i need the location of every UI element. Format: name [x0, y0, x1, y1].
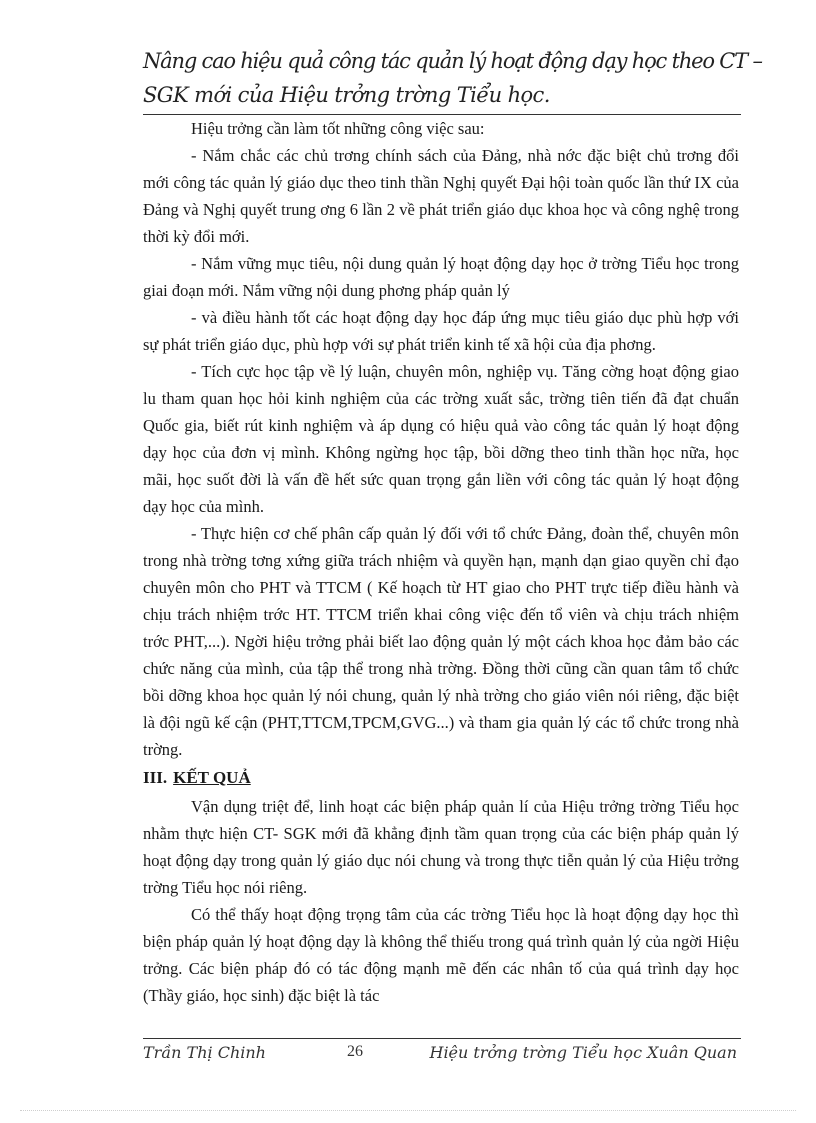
page-footer: [143, 1038, 741, 1062]
paragraph-management: - và điều hành tốt các hoạt động dạy học đáp ứng mục tiêu giáo dục phù hợp với sự phát triển giáo dục, phù hợp với sự phát triển kinh tế xã hội của địa phơng.: [143, 308, 739, 354]
paragraph-results-1: Vận dụng triệt để, linh hoạt các biện pháp quản lí của Hiệu trởng trờng Tiểu học nhằm thực hiện CT- SGK mới đã khẳng định tầm quan trọng của các biện pháp quản lý hoạt động dạy trong quản lý giáo dục nói chung và trong thực tiễn quản lý của Hiệu trởng trờng Tiểu học nói riêng.: [143, 797, 739, 897]
footer-author: Trần Thị Chinh: [143, 1043, 266, 1062]
paragraph-decentralization: - Thực hiện cơ chế phân cấp quản lý đối với tổ chức Đảng, đoàn thể, chuyên môn trong nhà trờng tơng xứng giữa trách nhiệm và quyền hạn, mạnh dạn giao quyền chỉ đạo chuyên môn cho PHT và TTCM ( Kế hoạch từ HT giao cho PHT trực tiếp điều hành và chịu trách nhiệm trớc HT. TTCM triển khai công việc đến tổ viên và chịu trách nhiệm trớc PHT,...). Ngời hiệu trởng phải biết lao động quản lý một cách khoa học đảm bảo các chức năng của mình, của tập thể trong nhà trờng. Đồng thời cũng cần quan tâm tổ chức bồi dỡng khoa học quản lý nói chung, quản lý nhà trờng cho giáo viên nói riêng, đặc biệt là đội ngũ kế cận (PHT,TTCM,TPCM,GVG...) và tham gia quản lý các tổ chức trong nhà trờng.: [143, 524, 739, 759]
paragraph-policy: - Nắm chắc các chủ trơng chính sách của Đảng, nhà nớc đặc biệt chủ trơng đổi mới công tác quản lý giáo dục theo tinh thần Nghị quyết Đại hội toàn quốc lần thứ IX của Đảng và Nghị quyết trung ơng 6 lần 2 về phát triển giáo dục khoa học và công nghệ trong thời kỳ đổi mới.: [143, 146, 739, 246]
section-title: KẾT QUẢ: [173, 768, 251, 787]
paragraph-intro: Hiệu trởng cần làm tốt những công việc sau:: [191, 119, 485, 138]
section-number: III.: [143, 768, 168, 787]
paragraph-results-2: Có thể thấy hoạt động trọng tâm của các trờng Tiểu học là hoạt động dạy học thì biện pháp quản lý hoạt động dạy là không thể thiếu trong quá trình quản lý của ngời Hiệu trởng. Các biện pháp đó có tác động mạnh mẽ đến các nhân tố của quá trình dạy học (Thầy giáo, học sinh) đặc biệt là tác: [143, 905, 739, 1005]
paragraph-learning: - Tích cực học tập về lý luận, chuyên môn, nghiệp vụ. Tăng cờng hoạt động giao lu tham quan học hỏi kinh nghiệm của các trờng xuất sắc, trờng tiên tiến đã đạt chuẩn Quốc gia, biết rút kinh nghiệm và áp dụng có hiệu quả vào công tác quản lý hoạt động dạy học của đơn vị mình. Không ngừng học tập, bồi dỡng theo tinh thần học nữa, học mãi, học suốt đời là vấn đề hết sức quan trọng gắn liền với công tác quản lý hoạt động dạy học của mình.: [143, 362, 739, 516]
document-body: [143, 115, 739, 1009]
page-header: [143, 44, 762, 115]
page-number: 26: [347, 1043, 363, 1060]
paragraph-objectives: - Nắm vững mục tiêu, nội dung quản lý hoạt động dạy học ở trờng Tiểu học trong giai đoạn mới. Nắm vững nội dung phơng pháp quản lý: [143, 254, 739, 300]
header-title-line-1: Nâng cao hiệu quả công tác quản lý hoạt động dạy học theo CT –: [143, 49, 762, 73]
footer-school: Hiệu trởng trờng Tiểu học Xuân Quan: [429, 1043, 737, 1062]
section-heading: [143, 764, 739, 791]
header-title-line-2: SGK mới của Hiệu trởng trờng Tiểu học.: [143, 83, 550, 107]
page-bottom-divider: [20, 1110, 796, 1111]
